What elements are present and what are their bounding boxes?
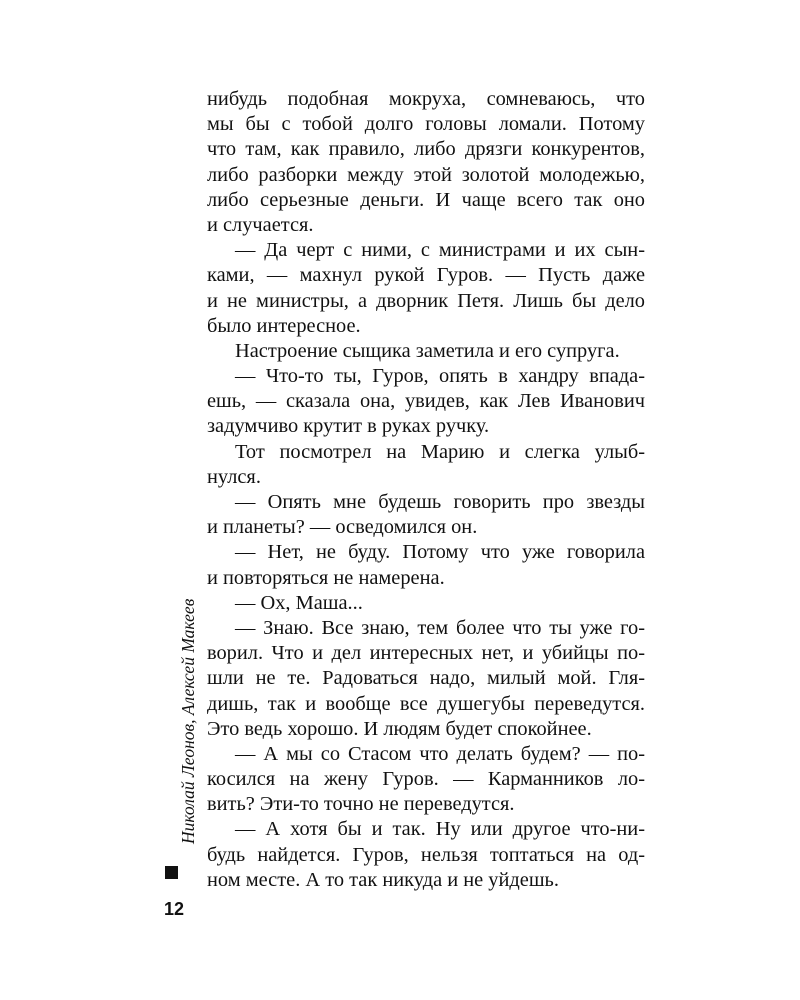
page-number: 12 xyxy=(164,899,185,919)
text-line: нибудь подобная мокруха, сомневаюсь, что xyxy=(207,88,645,110)
text-line: и случается. xyxy=(207,213,314,236)
text-line: и не министры, а дворник Петя. Лишь бы дело xyxy=(207,289,645,312)
text-line: косился на жену Гуров. — Карманников ло- xyxy=(207,768,645,791)
text-line: дишь, так и вообще все душегубы переведутся. xyxy=(207,692,645,715)
text-line: вить? Эти-то точно не переведутся. xyxy=(207,793,515,816)
text-line: — А хотя бы и так. Ну или другое что-ни- xyxy=(235,818,645,841)
text-line: — Ох, Маша... xyxy=(235,591,363,614)
text-line: либо разборки между этой золотой молодежью, xyxy=(207,163,645,186)
text-line: нулся. xyxy=(207,465,261,488)
text-line: — Знаю. Все знаю, тем более что ты уже го- xyxy=(235,616,645,639)
text-line: — Что-то ты, Гуров, опять в хандру впада- xyxy=(235,365,645,388)
text-line: и планеты? — осведомился он. xyxy=(207,516,478,539)
text-line: — Да черт с ними, с министрами и их сын- xyxy=(235,239,645,262)
text-line: — Опять мне будешь говорить про звезды xyxy=(235,491,645,513)
text-line: мы бы с тобой долго головы ломали. Потому xyxy=(207,113,645,136)
text-line: и повторяться не намерена. xyxy=(207,566,445,589)
text-line: либо серьезные деньги. И чаще всего так оно xyxy=(207,188,645,211)
text-line: ками, — махнул рукой Гуров. — Пусть даже xyxy=(207,264,645,287)
text-line: что там, как правило, либо дрязги конкурентов, xyxy=(207,138,645,161)
text-line: — Нет, не буду. Потому что уже говорила xyxy=(235,541,645,564)
text-line: было интересное. xyxy=(207,314,361,337)
text-line: ном месте. А то так никуда и не уйдешь. xyxy=(207,868,559,891)
text-line: будь найдется. Гуров, нельзя топтаться на од- xyxy=(207,843,645,866)
square-marker-icon xyxy=(165,866,178,879)
text-line: — А мы со Стасом что делать будем? — по- xyxy=(235,742,645,765)
text-line: задумчиво крутит в руках ручку. xyxy=(207,415,490,438)
text-line: Настроение сыщика заметила и его супруга. xyxy=(235,339,620,362)
text-line: ешь, — сказала она, увидев, как Лев Иванович xyxy=(207,390,645,413)
text-line: Это ведь хорошо. И людям будет спокойнее. xyxy=(207,717,592,740)
body-text xyxy=(207,87,645,893)
running-head: Николай Леонов, Алексей Макеев xyxy=(178,598,198,844)
text-line: Тот посмотрел на Марию и слегка улыб- xyxy=(235,440,645,463)
text-line: ворил. Что и дел интересных нет, и убийцы по- xyxy=(207,642,645,665)
text-line: шли не те. Радоваться надо, милый мой. Гля- xyxy=(207,667,645,690)
